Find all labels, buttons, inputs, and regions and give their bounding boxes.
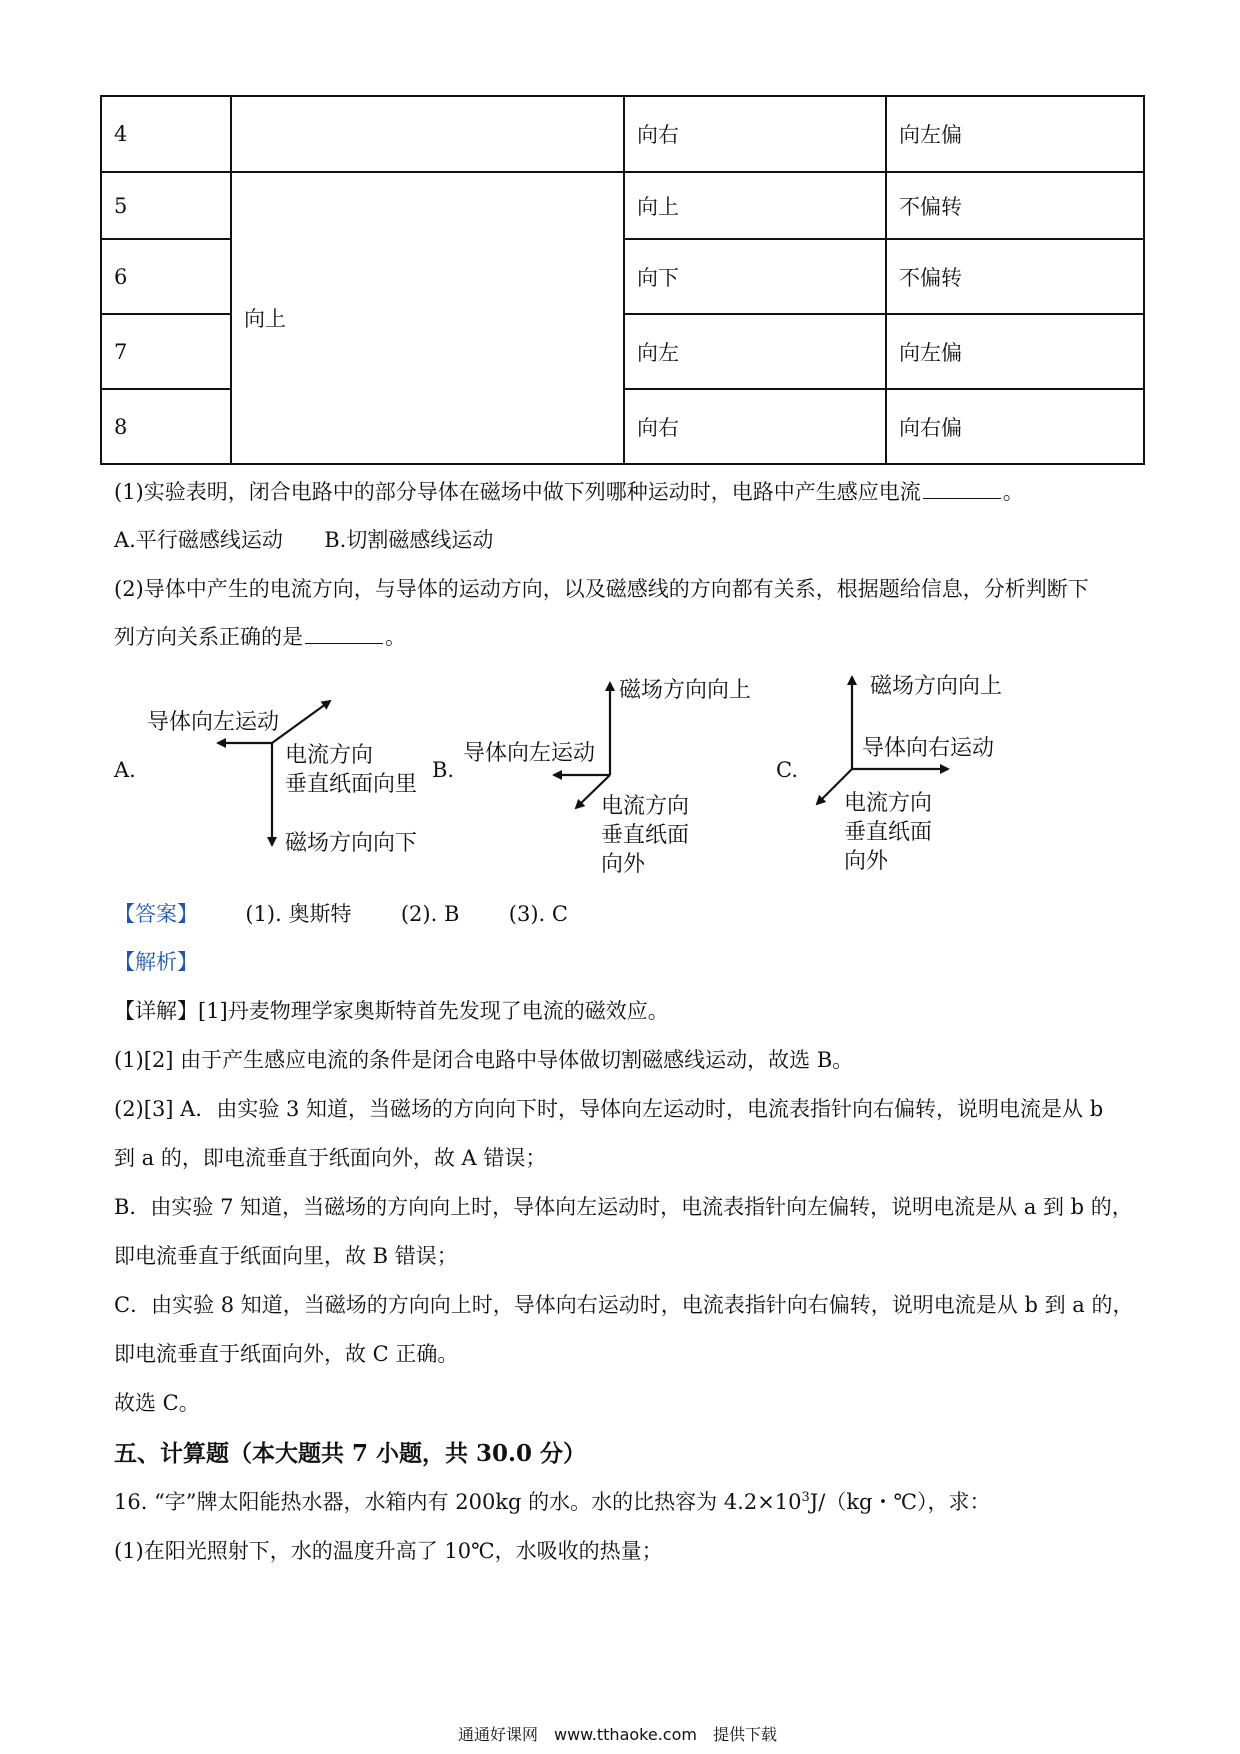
analysis-line: 【详解】[1]丹麦物理学家奥斯特首先发现了电流的磁效应。 <box>114 999 669 1023</box>
diagram-c-current-1: 电流方向 <box>844 791 933 816</box>
conductor-motion: 向左 <box>624 314 886 389</box>
option-a: A.平行磁感线运动 <box>114 528 283 552</box>
diagram-c-motion: 导体向右运动 <box>862 736 995 761</box>
question-1-text: (1)实验表明，闭合电路中的部分导体在磁场中做下列哪种运动时，电路中产生感应电流 <box>114 480 921 504</box>
exponent: 3 <box>801 1490 810 1505</box>
pointer-deflection: 不偏转 <box>886 239 1144 314</box>
diagram-b-label: B. <box>432 758 455 782</box>
question-16-unit: J/（kg・℃），求： <box>809 1490 991 1514</box>
conductor-motion: 向右 <box>624 389 886 464</box>
analysis-line: 故选 C。 <box>114 1391 200 1415</box>
current-diagonal-arrow <box>272 701 330 743</box>
analysis-line: C．由实验 8 知道，当磁场的方向向上时，导体向右运动时，电流表指针向右偏转，说明电流是从 b 到 a 的， <box>114 1293 1134 1317</box>
analysis-line: (1)[2] 由于产生感应电流的条件是闭合电路中导体做切割磁感线运动，故选 B。 <box>114 1048 854 1072</box>
question-2-line-1: (2)导体中产生的电流方向，与导体的运动方向，以及磁感线的方向都有关系，根据题给信息，分析判断下 <box>114 577 1089 601</box>
page-footer: 通通好课网 www.tthaoke.com 提供下载 <box>458 1725 777 1744</box>
row-number: 4 <box>101 96 231 172</box>
conductor-motion: 向下 <box>624 239 886 314</box>
diagram-a-field: 磁场方向向下 <box>285 831 418 856</box>
conductor-motion: 向右 <box>624 96 886 172</box>
diagram-c-field: 磁场方向向上 <box>870 674 1003 699</box>
answer-2: (2). B <box>400 902 460 926</box>
row-number: 8 <box>101 389 231 464</box>
pointer-deflection: 不偏转 <box>886 172 1144 239</box>
diagram-c-current-3: 向外 <box>844 849 889 874</box>
diagram-c-label: C. <box>776 758 798 782</box>
diagram-a-label: A. <box>114 758 136 782</box>
analysis-line: 即电流垂直于纸面向外，故 C 正确。 <box>114 1342 459 1366</box>
analysis-line: B．由实验 7 知道，当磁场的方向向上时，导体向左运动时，电流表指针向左偏转，说明电流是从 a 到 b 的， <box>114 1195 1133 1219</box>
analysis-line: 到 a 的，即电流垂直于纸面向外，故 A 错误； <box>114 1146 547 1170</box>
diagram-a-current-2: 垂直纸面向里 <box>285 772 418 797</box>
row-number: 5 <box>101 172 231 239</box>
option-b: B.切割磁感线运动 <box>324 528 494 552</box>
analysis-tag: 【解析】 <box>114 950 198 974</box>
analysis-line: 即电流垂直于纸面向里，故 B 错误； <box>114 1244 458 1268</box>
answer-3: (3). C <box>508 902 568 926</box>
diagram-a-current-1: 电流方向 <box>285 743 374 768</box>
analysis-line: (2)[3] A．由实验 3 知道，当磁场的方向向下时，导体向左运动时，电流表指针向右偏转，说明电流是从 b <box>114 1097 1104 1121</box>
answer-1: (1). 奥斯特 <box>245 902 352 926</box>
question-2-text: 列方向关系正确的是 <box>114 625 303 649</box>
answer-line <box>114 898 568 928</box>
diagram-c-current-2: 垂直纸面 <box>844 820 933 845</box>
row-number: 6 <box>101 239 231 314</box>
diagram-a-motion: 导体向左运动 <box>147 710 280 735</box>
question-16 <box>114 1486 990 1516</box>
diagram-b-current-2: 垂直纸面 <box>601 823 690 848</box>
answer-tag: 【答案】 <box>114 902 198 926</box>
question-16-part-1: (1)在阳光照射下，水的温度升高了 10℃，水吸收的热量； <box>114 1539 663 1563</box>
magnet-direction: 向上 <box>231 172 624 464</box>
pointer-deflection: 向左偏 <box>886 96 1144 172</box>
conductor-motion: 向上 <box>624 172 886 239</box>
question-16-text: 16. “字”牌太阳能热水器，水箱内有 200kg 的水。水的比热容为 4.2×10 <box>114 1490 802 1514</box>
question-2-end: 。 <box>385 625 406 649</box>
row-number: 7 <box>101 314 231 389</box>
pointer-deflection: 向右偏 <box>886 389 1144 464</box>
question-1-end: 。 <box>1002 480 1024 504</box>
diagram-b-current-1: 电流方向 <box>601 794 690 819</box>
diagram-b-field: 磁场方向向上 <box>619 678 752 703</box>
pointer-deflection: 向左偏 <box>886 314 1144 389</box>
section-title: 五、计算题（本大题共 7 小题，共 30.0 分） <box>114 1440 587 1467</box>
diagram-b-current-3: 向外 <box>601 852 646 877</box>
diagram-b-motion: 导体向左运动 <box>463 741 596 766</box>
